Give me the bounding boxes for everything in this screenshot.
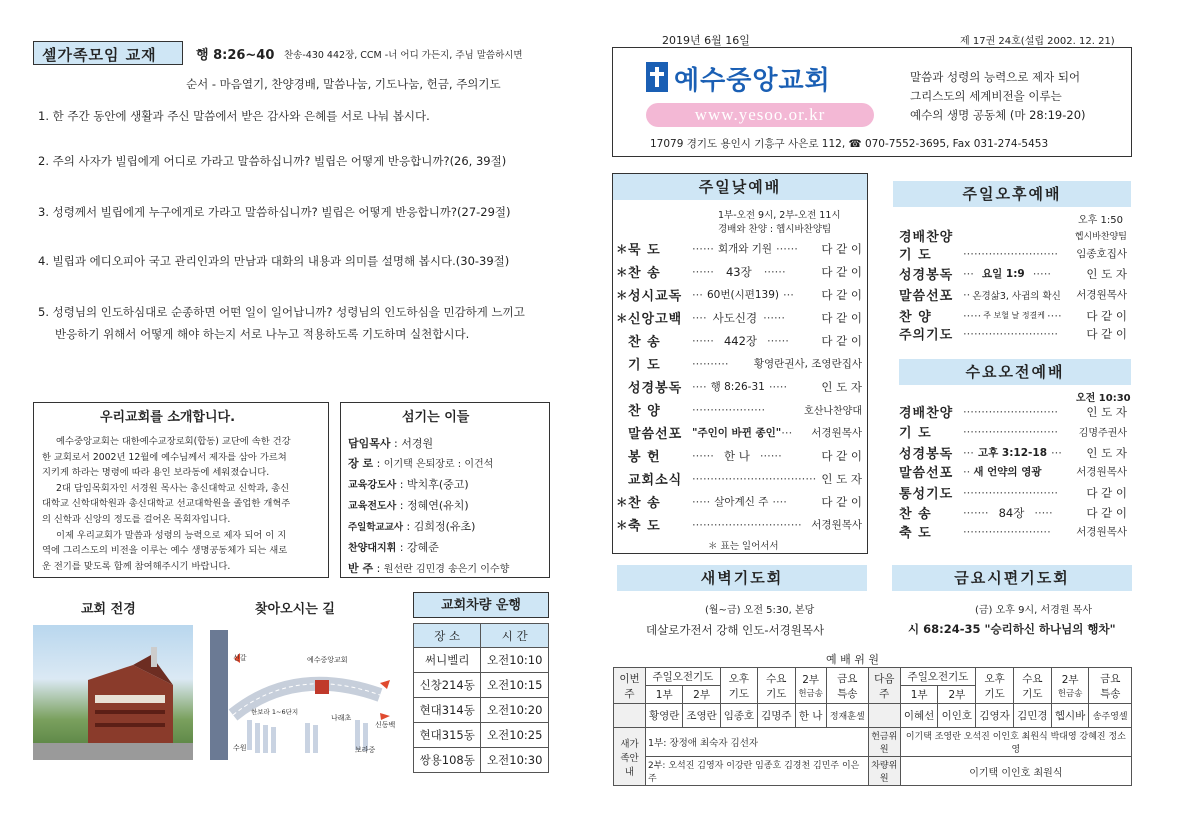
morning-title: 주일낮예배: [613, 174, 867, 200]
duty-cell: 김영자: [976, 704, 1014, 728]
duty-title: 예 배 위 원: [826, 653, 879, 666]
friday-title: 금요시편기도회: [892, 565, 1132, 591]
order-row: ＊ 찬 송 ····· 살아계신 주 ···· 다 같 이: [616, 494, 862, 511]
duty-header: 2부 헌금송: [1051, 668, 1089, 704]
bus-header: 시 간: [481, 624, 549, 648]
staff-row: 교육전도사 : 정혜연(유치): [348, 499, 469, 512]
afternoon-title: 주일오후예배: [893, 181, 1131, 207]
morning-time: 1부-오전 9시, 2부-오전 11시: [718, 210, 841, 221]
order-row: ＊ 축 도 ······························ 서경원목사: [616, 517, 862, 534]
staff-list: [348, 434, 548, 580]
offering-label: 헌금위원: [868, 728, 900, 757]
duty-cell: 김민경: [1013, 704, 1051, 728]
duty-cell: 한 나: [795, 704, 826, 728]
wed-time: 오전 10:30: [1076, 393, 1131, 404]
intro-line: 예수중앙교회는 대한예수교장로회(합동) 교단에 속한 건강: [56, 436, 291, 447]
intro-line: 한 교회로서 2002년 12월에 예수님께서 제자를 삼아 가르쳐: [42, 451, 287, 463]
duty-header: 1부: [646, 686, 683, 704]
cross-logo-icon: [646, 62, 668, 92]
map-label: 신갈: [233, 654, 247, 662]
church-photo: [33, 625, 193, 760]
bus-time: 오전10:25: [481, 723, 549, 748]
order-row: ＊ 묵 도 ······ 회개와 기원 ······ 다 같 이: [616, 241, 862, 258]
bus-header: 장 소: [414, 624, 481, 648]
duty-cell: 황영란: [646, 704, 683, 728]
question-4: 4. 빌립과 에디오피아 국고 관리인과의 만남과 대화의 내용과 의미를 설명해 봅시다.(30-39절): [38, 254, 510, 268]
wed-row: 말씀선포 ·· 새 언약의 영광 서경원목사: [899, 464, 1127, 481]
bus-place: 현대314동: [414, 698, 481, 723]
bus-place: 신창214동: [414, 673, 481, 698]
motto: [910, 68, 1086, 125]
dawn-time: (월~금) 오전 5:30, 본당: [705, 605, 815, 616]
duty-next-label: [868, 704, 900, 728]
staff-row: 반 주 : 원선란 김민경 송은기 이수향: [348, 562, 510, 575]
newcomer-label: 새가족안내: [614, 728, 646, 786]
duty-header: 수요 기도: [758, 668, 795, 704]
duty-table: [613, 667, 1132, 786]
newcomer-1: 1부: 장정애 최숙자 김선자: [646, 728, 869, 757]
staff-row: 교육강도사 : 박치후(중고): [348, 478, 469, 491]
offering-names: 이기택 조영란 오석진 이인호 최원식 박대영 강혜진 정소영: [900, 728, 1131, 757]
staff-row: 담임목사 : 서경원: [348, 437, 434, 450]
duty-header: 수요 기도: [1013, 668, 1051, 704]
duty-header: 2부 헌금송: [795, 668, 826, 704]
bus-time: 오전10:20: [481, 698, 549, 723]
intro-line: 대학교 신학대학원과 총신대학교 선교대학원을 졸업한 개혁주: [42, 498, 291, 510]
wed-row: 경배찬양 ·························· 인 도 자: [899, 404, 1127, 421]
bus-place: 써니벨리: [414, 648, 481, 673]
morning-note: ＊ 표는 일어서서: [708, 541, 779, 552]
duty-header: 1부: [900, 686, 938, 704]
map-label: 예수중앙교회: [307, 656, 348, 664]
duty-header: 2부: [938, 686, 976, 704]
parking-label: 차량위원: [868, 757, 900, 786]
wed-row: 기 도 ·························· 김명주권사: [899, 424, 1127, 441]
duty-header: 금요 특송: [1089, 668, 1132, 704]
motto-line: 그리스도의 세계비전을 이루는: [910, 89, 1062, 103]
bus-time: 오전10:10: [481, 648, 549, 673]
friday-text: 시 68:24-35 "승리하신 하나님의 행차": [908, 622, 1116, 636]
staff-row: 주일학교교사 : 김희정(유초): [348, 520, 476, 533]
parking-names: 이기택 이인호 최원식: [900, 757, 1131, 786]
order-row: 봉 헌 ······ 한 나 ······ 다 같 이: [628, 448, 862, 465]
question-5-cont: 반응하기 위해서 어떻게 해야 하는지 서로 나누고 적용하도록 기도하며 실천합시다.: [55, 327, 470, 341]
map-title: 찾아오시는 길: [255, 602, 335, 617]
question-1: 1. 한 주간 동안에 생활과 주신 말씀에서 받은 감사와 은혜를 서로 나눠 봅시다.: [38, 109, 430, 123]
duty-cell: 임종호: [720, 704, 757, 728]
duty-cell: 헵시바: [1051, 704, 1089, 728]
bus-table: [413, 623, 549, 773]
duty-next-label: 다음주: [868, 668, 900, 704]
map-label: 신동백: [375, 721, 396, 729]
afternoon-row: 말씀선포 ·· 온경삶3, 사귐의 확신 서경원목사: [899, 287, 1127, 304]
map-label: 보라중: [355, 746, 376, 754]
friday-time: (금) 오후 9시, 서경원 목사: [975, 605, 1092, 616]
duty-cell: 정재훈셀: [826, 704, 868, 728]
intro-title: 우리교회를 소개합니다.: [100, 410, 236, 425]
order-row: 말씀선포 "주인이 바뀐 종인" ··· 서경원목사: [628, 425, 862, 442]
intro-line: 역에 그리스도의 비전을 이루는 예수 생명공동체가 되는 새로: [42, 545, 288, 557]
intro-line: 이제 우리교회가 말씀과 성령의 능력으로 제자 되어 이 지: [56, 529, 287, 541]
intro-line: 지키게 하라는 명령에 따라 용인 보라동에 세워졌습니다.: [42, 467, 270, 479]
bulletin-date: 2019년 6월 16일: [662, 34, 750, 47]
duty-this-label: 이번주: [614, 668, 646, 704]
map-label: 수원: [233, 744, 247, 752]
order-row: 교회소식 ·································· 인 도 자: [628, 471, 862, 488]
intro-text: [42, 434, 324, 574]
afternoon-row: 경배찬양 헵시바찬양팀: [899, 230, 1127, 245]
bulletin-issue: 제 17권 24호(설립 2002. 12. 21): [960, 36, 1115, 47]
order-row: 성경봉독 ···· 행 8:26-31 ····· 인 도 자: [628, 379, 862, 396]
wed-row: 통성기도 ·························· 다 같 이: [899, 485, 1127, 502]
duty-this-label: [614, 704, 646, 728]
bus-time: 오전10:30: [481, 748, 549, 773]
bus-time: 오전10:15: [481, 673, 549, 698]
question-5: 5. 성령님의 인도하심대로 순종하면 어떤 일이 일어납니까? 성령님의 인도하심을 민감하게 느끼고: [38, 305, 525, 319]
afternoon-row: 기 도 ·························· 임종호집사: [899, 246, 1127, 263]
church-building-image: [33, 625, 193, 760]
question-3: 3. 성령께서 빌립에게 누구에게로 가라고 말씀하십니까? 빌립은 어떻게 반응합니까?(27-29절): [38, 205, 511, 219]
staff-title: 섬기는 이들: [402, 410, 470, 425]
map-label: 한보라 1~6단지: [251, 708, 299, 716]
wed-row: 축 도 ························ 서경원목사: [899, 524, 1127, 541]
intro-line: 운 전기를 맞도록 함께 참여해주시기 바랍니다.: [42, 560, 231, 572]
afternoon-time: 오후 1:50: [1078, 215, 1123, 226]
motto-line: 예수의 생명 공동체 (마 28:19-20): [910, 108, 1086, 122]
bus-place: 현대315동: [414, 723, 481, 748]
order-row: 찬 송 ······ 442장 ······ 다 같 이: [628, 333, 862, 350]
order-row: 기 도 ·········· 황영란권사, 조영란집사: [628, 356, 862, 373]
staff-row: 찬양대지휘 : 강혜준: [348, 541, 439, 554]
newcomer-2: 2부: 오석진 김영자 이강란 임종호 김경천 김민주 이은주: [646, 757, 869, 786]
bus-place: 쌍용108동: [414, 748, 481, 773]
duty-header: 오후 기도: [720, 668, 757, 704]
duty-cell: 송주영셀: [1089, 704, 1132, 728]
wed-row: 성경봉독 ··· 고후 3:12-18 ··· 인 도 자: [899, 445, 1127, 462]
duty-cell: 이혜선: [900, 704, 938, 728]
order-row: ＊ 찬 송 ······ 43장 ······ 다 같 이: [616, 264, 862, 281]
wed-title: 수요오전예배: [899, 359, 1131, 385]
motto-line: 말씀과 성령의 능력으로 제자 되어: [910, 70, 1081, 84]
afternoon-row: 찬 양 ····· 주 보혈 날 정결케 ···· 다 같 이: [899, 308, 1127, 325]
duty-header: 금요 특송: [826, 668, 868, 704]
photo-title: 교회 전경: [81, 602, 136, 617]
church-url: www.yesoo.or.kr: [646, 103, 874, 127]
map: [205, 625, 405, 765]
order-of-meeting: 순서 - 마음열기, 찬양경배, 말씀나눔, 기도나눔, 헌금, 주의기도: [186, 77, 501, 91]
duty-cell: 이인호: [938, 704, 976, 728]
church-name: 예수중앙교회: [674, 66, 831, 96]
intro-line: 의 신학과 신앙의 정도를 걸어온 목회자입니다.: [42, 513, 231, 525]
duty-header: 2부: [683, 686, 720, 704]
morning-choir: 경배와 찬양 : 헵시바찬양팀: [718, 224, 832, 235]
bus-title: 교회차량 운행: [413, 592, 549, 618]
duty-header: 오후 기도: [976, 668, 1014, 704]
order-row: ＊ 신앙고백 ···· 사도신경 ······ 다 같 이: [616, 310, 862, 327]
cell-title: 셀가족모임 교재: [42, 46, 157, 64]
duty-cell: 조영란: [683, 704, 720, 728]
afternoon-row: 성경봉독 ··· 요일 1:9 ····· 인 도 자: [899, 266, 1127, 283]
cell-passage: 행 8:26~40: [196, 48, 275, 63]
map-label: 나래초: [331, 714, 352, 722]
duty-header: 주일오전기도: [900, 668, 976, 686]
intro-line: 2대 담임목회자인 서경원 목사는 총신대학교 신학과, 총신: [56, 482, 290, 494]
question-2: 2. 주의 사자가 빌립에게 어디로 가라고 말씀하십니까? 빌립은 어떻게 반응합니까?(26, 39절): [38, 154, 507, 168]
dawn-title: 새벽기도회: [617, 565, 867, 591]
address: 17079 경기도 용인시 기흥구 사은로 112, ☎ 070-7552-3695, Fax 031-274-5453: [650, 138, 1049, 150]
order-row: 찬 양 ···················· 호산나찬양대: [628, 402, 862, 419]
dawn-text: 데살로가전서 강해 인도-서경원목사: [646, 623, 825, 637]
duty-cell: 김명주: [758, 704, 795, 728]
order-row: ＊ 성시교독 ··· 60번(시편139) ··· 다 같 이: [616, 287, 862, 304]
staff-row: 장 로 : 이기택 은퇴장로 : 이건석: [348, 457, 494, 470]
duty-header: 주일오전기도: [646, 668, 721, 686]
afternoon-row: 주의기도 ·························· 다 같 이: [899, 326, 1127, 343]
cell-hymn: 찬송-430 442장, CCM -너 어디 가든지, 주님 말씀하시면: [284, 50, 523, 61]
wed-row: 찬 송 ······· 84장 ····· 다 같 이: [899, 505, 1127, 522]
